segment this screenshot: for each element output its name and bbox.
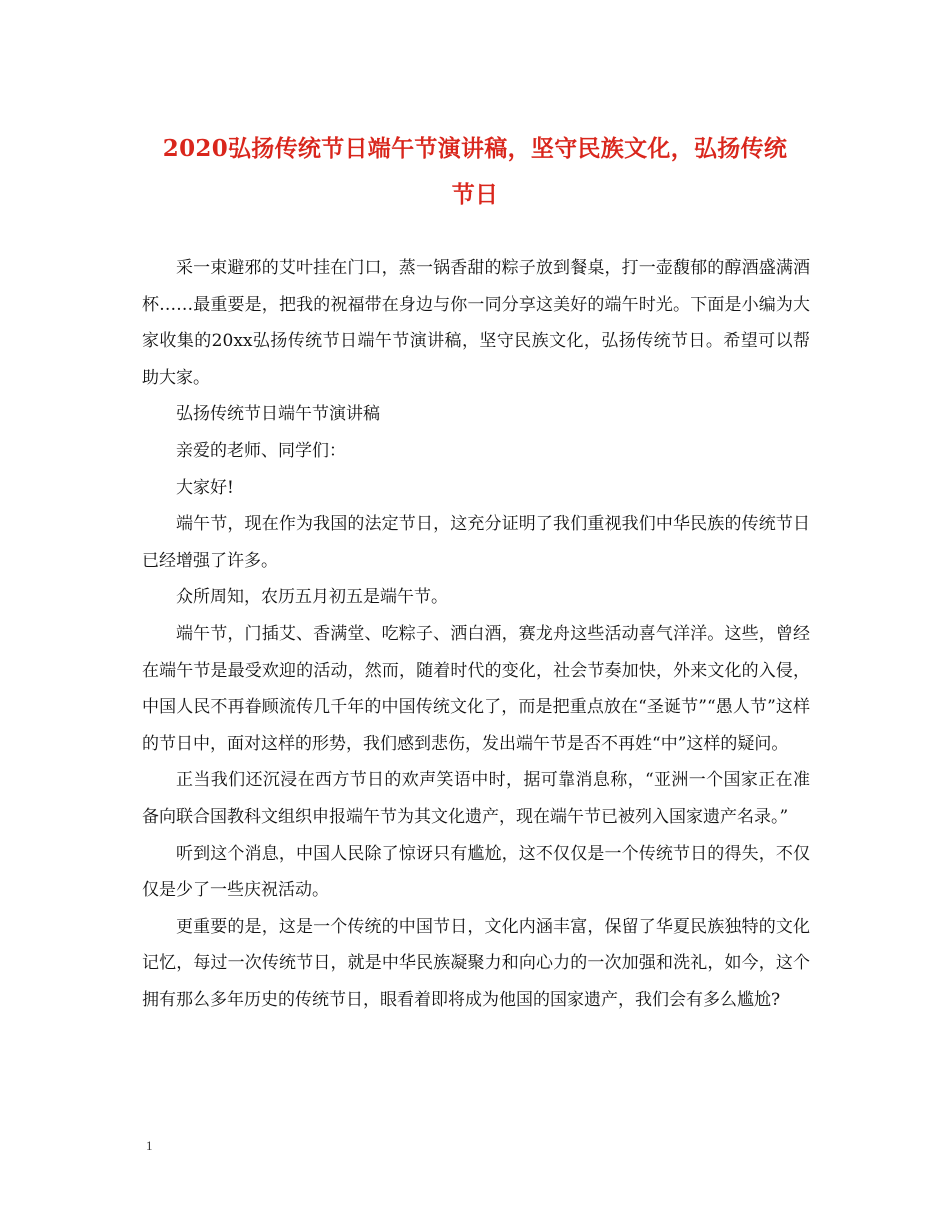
paragraph-greeting: 大家好! bbox=[176, 477, 234, 498]
paragraph: 听到这个消息，中国人民除了惊讶只有尴尬，这不仅仅是一个传统节日的得失，不仅仅是少了一些庆祝活动。 bbox=[142, 843, 810, 901]
paragraph: 更重要的是，这是一个传统的中国节日，文化内涵丰富，保留了华夏民族独特的文化记忆，每过一次传统节日，就是中华民族凝聚力和向心力的一次加强和洗礼，如今，这个拥有那么多年历史的传统节日，眼看着即将成为他国的国家遗产，我们会有多么尴尬? bbox=[142, 916, 810, 1010]
paragraph-salutation: 亲爱的老师、同学们： bbox=[176, 440, 346, 461]
paragraph: 众所周知，农历五月初五是端午节。 bbox=[176, 587, 448, 608]
document-title bbox=[140, 126, 810, 218]
document-body bbox=[142, 250, 810, 1018]
title-line-2: 节日 bbox=[451, 181, 499, 208]
paragraph-intro: 采一束避邪的艾叶挂在门口，蒸一锅香甜的粽子放到餐桌，打一壶馥郁的醇酒盛满酒杯……最重要是，把我的祝福带在身边与你一同分享这美好的端午时光。下面是小编为大家收集的20xx弘扬传统节日端午节演讲稿，坚守民族文化，弘扬传统节日。希望可以帮助大家。 bbox=[142, 258, 810, 388]
page-number: 1 bbox=[146, 1138, 153, 1153]
title-line-1: 2020弘扬传统节日端午节演讲稿，坚守民族文化，弘扬传统 bbox=[162, 135, 788, 162]
paragraph-speech-title: 弘扬传统节日端午节演讲稿 bbox=[176, 404, 380, 425]
paragraph: 端午节，门插艾、香满堂、吃粽子、洒白酒，赛龙舟这些活动喜气洋洋。这些，曾经在端午节是最受欢迎的活动，然而，随着时代的变化，社会节奏加快，外来文化的入侵，中国人民不再眷顾流传几千年的中国传统文化了，而是把重点放在“圣诞节”“愚人节”这样的节日中，面对这样的形势，我们感到悲伤，发出端午节是否不再姓“中”这样的疑问。 bbox=[142, 623, 810, 754]
paragraph: 正当我们还沉浸在西方节日的欢声笑语中时，据可靠消息称，“亚洲一个国家正在准备向联合国教科文组织申报端午节为其文化遗产，现在端午节已被列入国家遗产名录。” bbox=[142, 770, 810, 827]
paragraph: 端午节，现在作为我国的法定节日，这充分证明了我们重视我们中华民族的传统节日已经增强了许多。 bbox=[142, 514, 810, 571]
